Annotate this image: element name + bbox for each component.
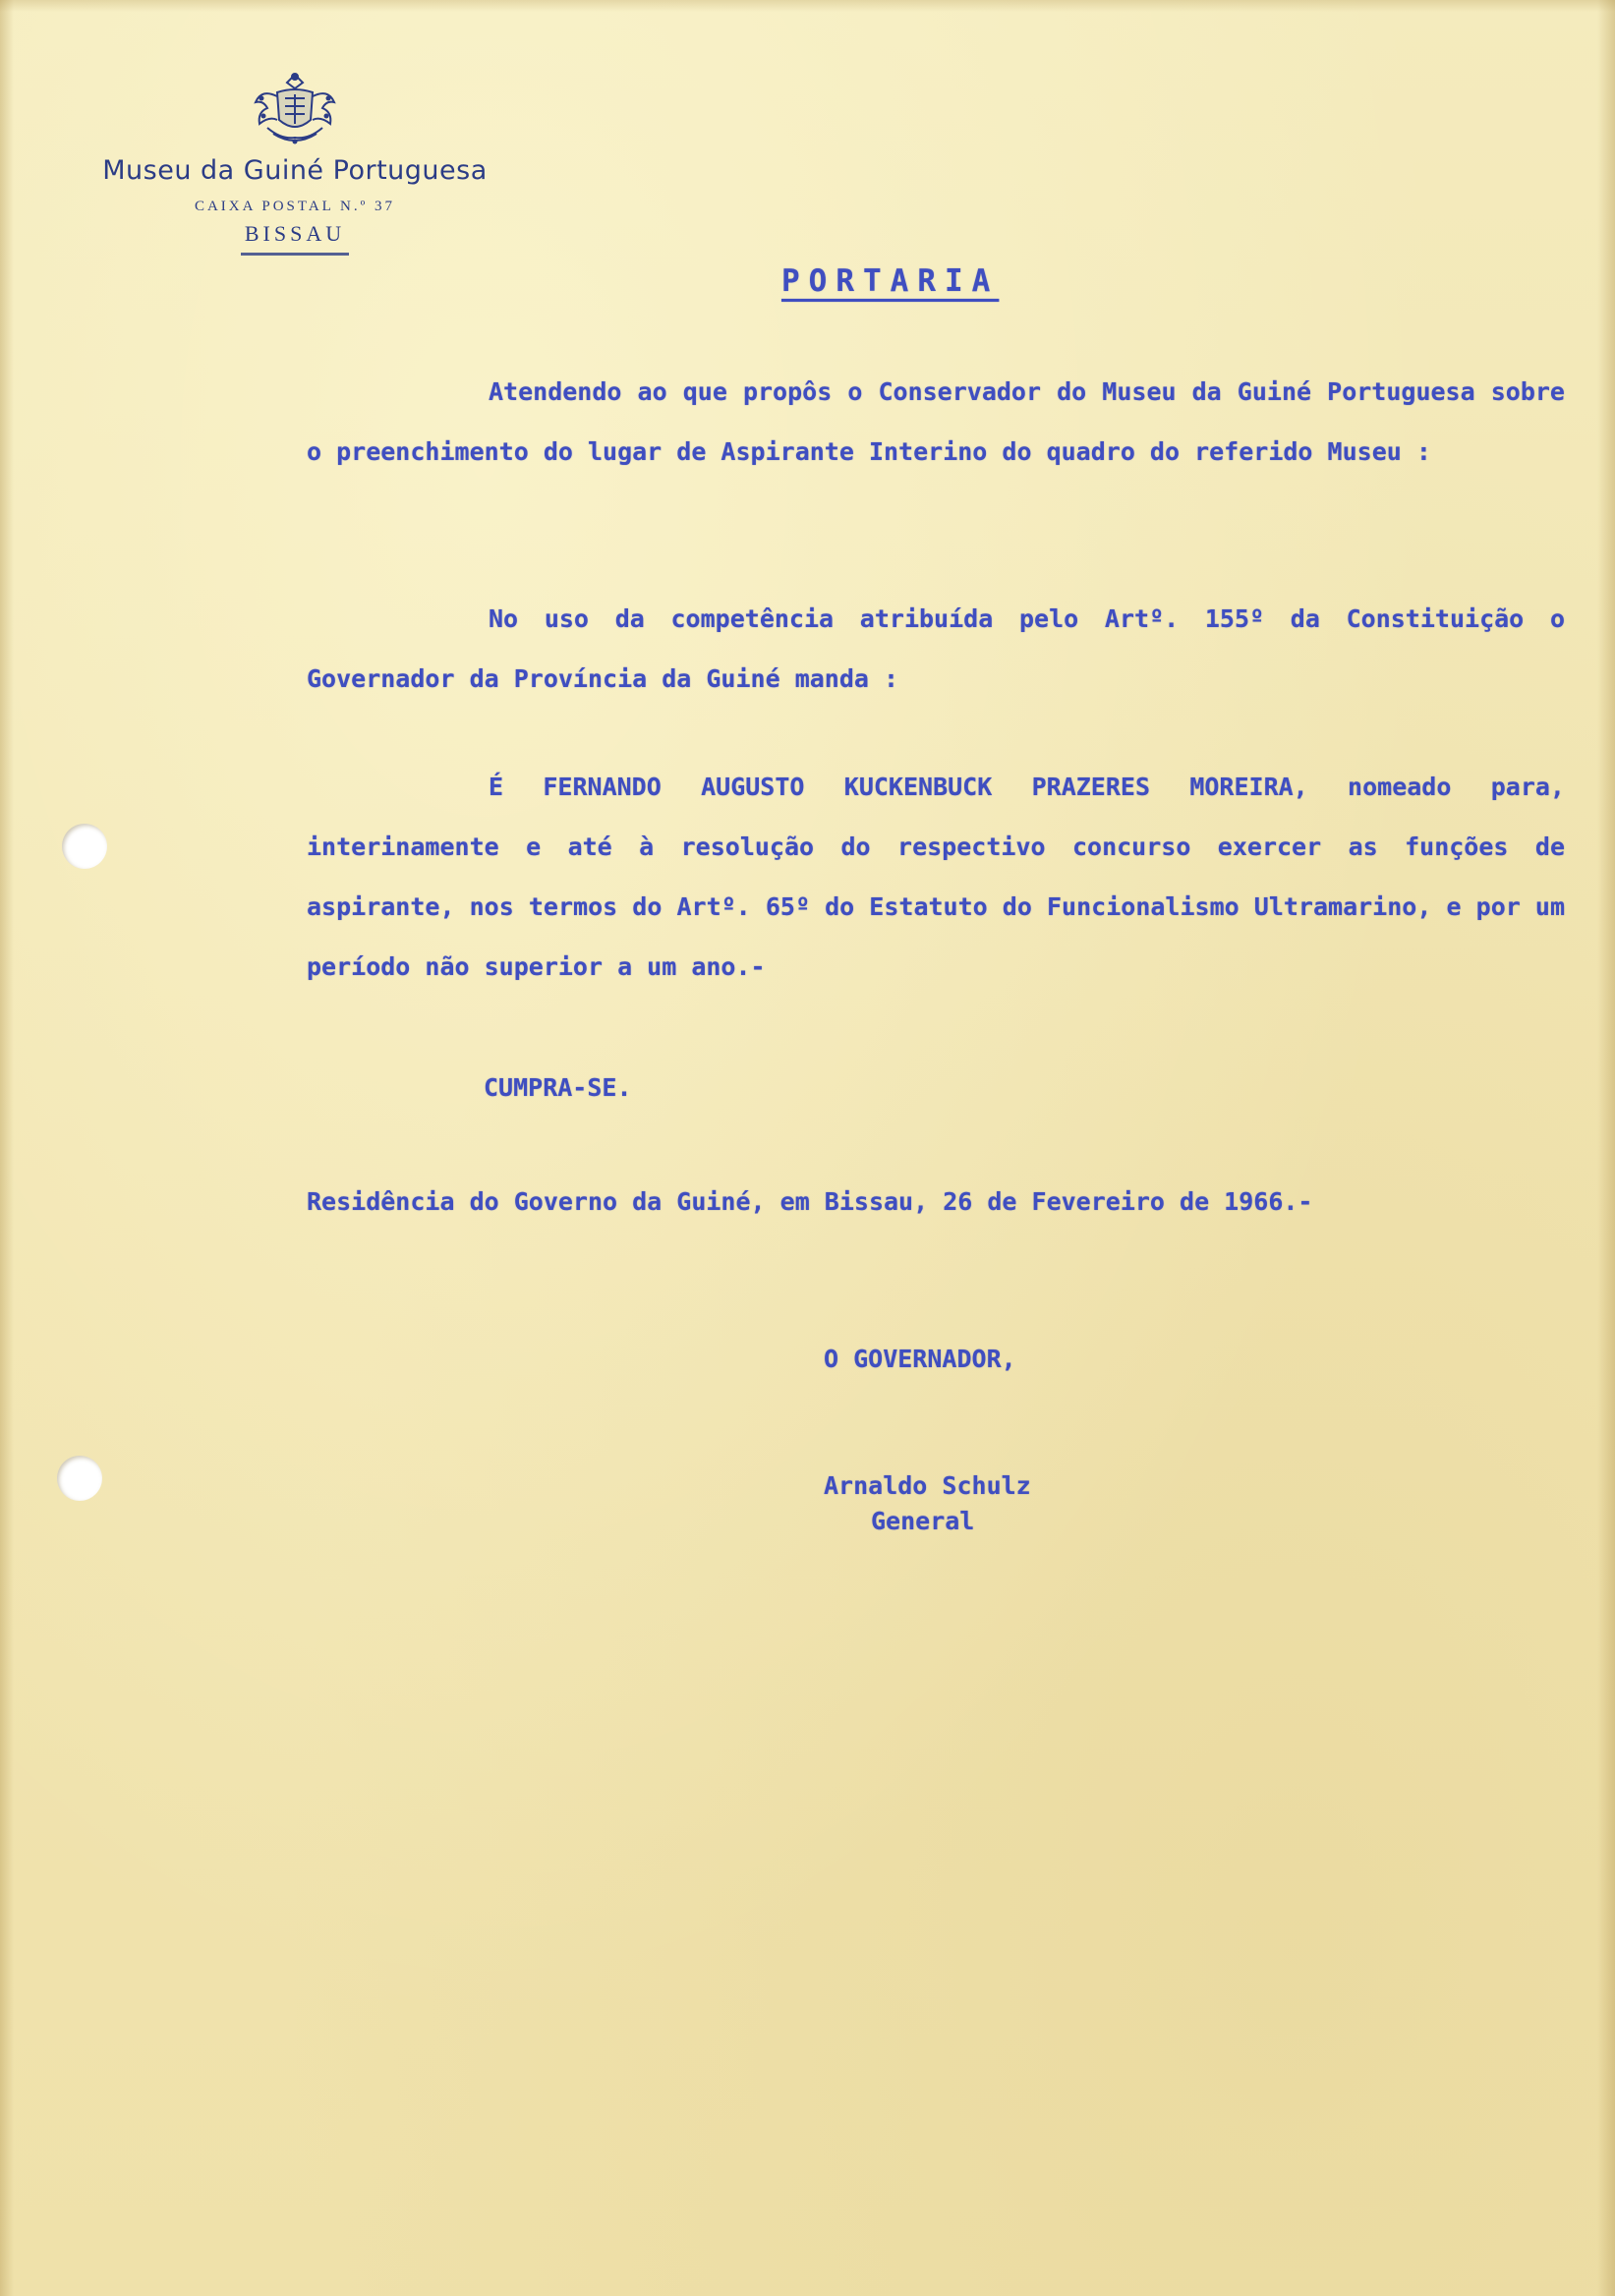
- paper-edge-top: [0, 0, 1615, 12]
- letterhead-rule: [241, 253, 349, 256]
- punch-hole-upper: [62, 824, 107, 869]
- paragraph-preamble: [307, 362, 1565, 482]
- letterhead-city: BISSAU: [244, 221, 346, 247]
- closing-formula: CUMPRA-SE.: [484, 1073, 632, 1102]
- coat-of-arms-icon: [248, 69, 342, 149]
- institution-name: Museu da Guiné Portuguesa: [102, 155, 488, 186]
- punch-hole-lower: [57, 1456, 102, 1501]
- letterhead: [79, 69, 511, 256]
- place-and-date: Residência do Governo da Guiné, em Bissau, 26 de Fevereiro de 1966.-: [307, 1187, 1313, 1216]
- paragraph-appointment: [307, 757, 1565, 997]
- signatory-name: Arnaldo Schulz: [824, 1471, 1031, 1500]
- paragraph-preamble-text: Atendendo ao que propôs o Conservador do Museu da Guiné Portuguesa sobre o preenchimento do lugar de Aspirante Interino do quadro do referido Museu :: [307, 377, 1565, 466]
- paragraph-authority: [307, 589, 1565, 709]
- paragraph-authority-text: No uso da competência atribuída pelo Artº. 155º da Constituição o Governador da Província da Guiné manda :: [307, 604, 1565, 693]
- postal-box: CAIXA POSTAL N.º 37: [194, 199, 396, 215]
- signatory-title: O GOVERNADOR,: [824, 1345, 1016, 1373]
- document-title: PORTARIA: [781, 263, 1000, 299]
- paper-edge-right: [1597, 0, 1615, 2296]
- paragraph-appointment-text: É FERNANDO AUGUSTO KUCKENBUCK PRAZERES MOREIRA, nomeado para, interinamente e até à resolução do respectivo concurso exercer as funções de aspirante, nos termos do Artº. 65º do Estatuto do Funcionalismo Ultramarino, e por um período não superior a um ano.-: [307, 773, 1565, 981]
- paper-edge-left: [0, 0, 14, 2296]
- signatory-rank: General: [871, 1507, 975, 1535]
